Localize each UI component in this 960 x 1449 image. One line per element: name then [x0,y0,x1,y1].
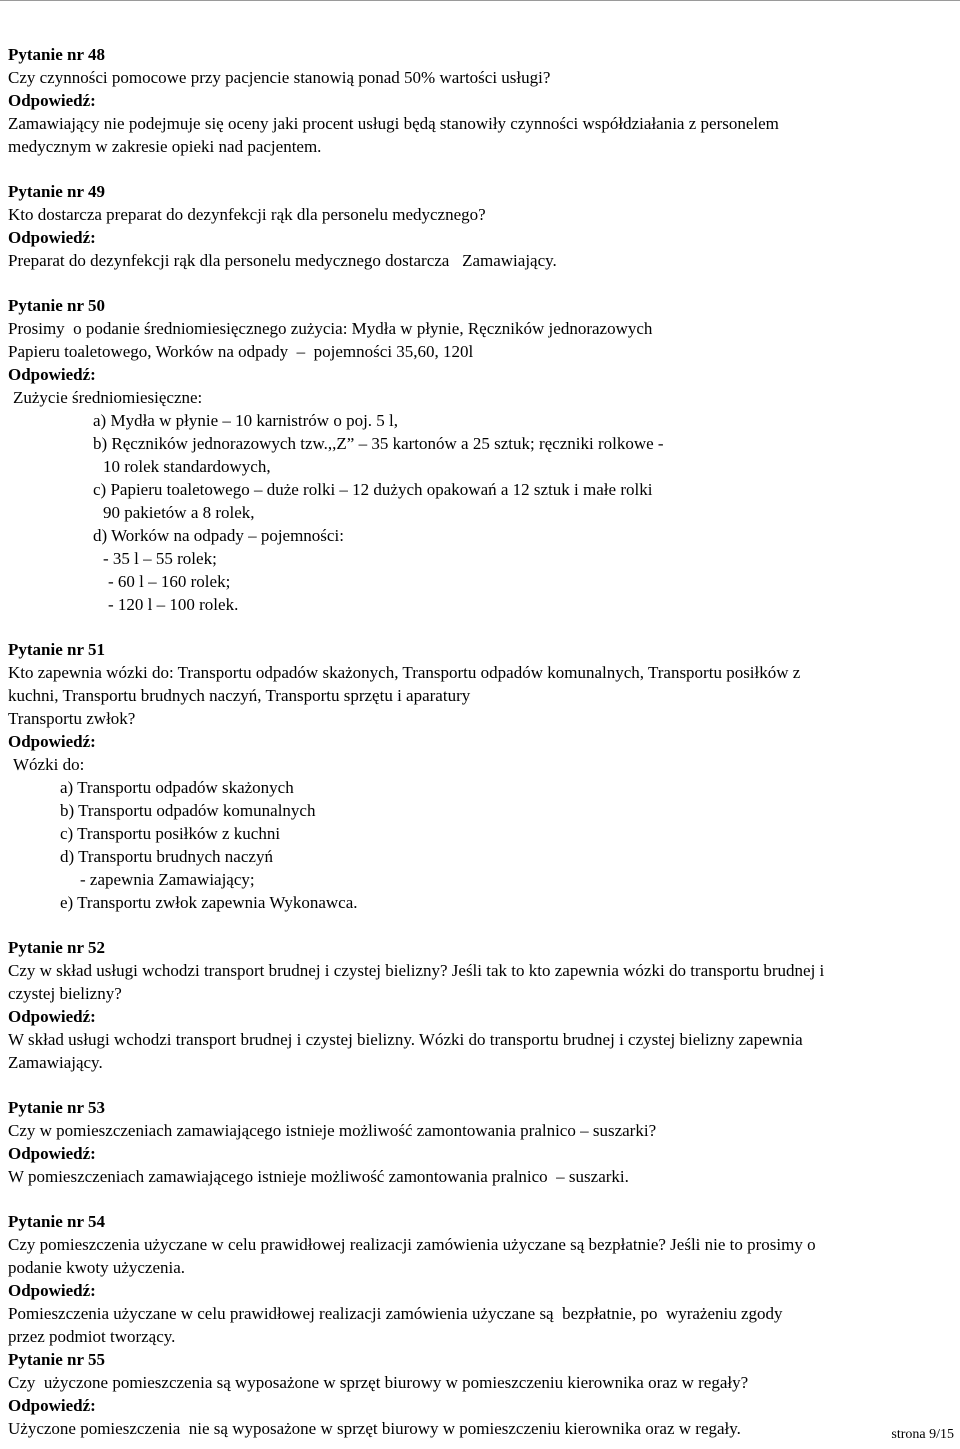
answer-text: Zamawiający nie podejmuje się oceny jaki procent usługi będą stanowiły czynności współdziałania z personelem [8,114,779,133]
list-item: a) Mydła w płynie – 10 karnistrów o poj. 5 l, [93,411,399,430]
list-subitem: - 60 l – 160 rolek; [108,572,231,591]
question-50 [8,294,953,616]
question-text: Prosimy o podanie średniomiesięcznego zużycia: Mydła w płynie, Ręczników jednorazowych [8,319,653,338]
question-49 [8,180,953,272]
answer-text: W pomieszczeniach zamawiającego istnieje możliwość zamontowania pralnico – suszarki. [8,1167,629,1186]
answer-label: Odpowiedź: [8,1281,96,1300]
list-subitem: - 35 l – 55 rolek; [103,549,217,568]
answer-text: W skład usługi wchodzi transport brudnej i czystej bielizny. Wózki do transportu brudnej i czystej bielizny zapewnia [8,1030,803,1049]
answer-label: Odpowiedź: [8,1007,96,1026]
answer-label: Odpowiedź: [8,228,96,247]
answer-intro: Zużycie średniomiesięczne: [13,388,203,407]
document-page [8,43,953,1440]
question-title: Pytanie nr 53 [8,1098,105,1117]
question-55 [8,1348,953,1440]
question-title: Pytanie nr 51 [8,640,105,659]
answer-text: przez podmiot tworzący. [8,1327,176,1346]
question-text: Papieru toaletowego, Worków na odpady – pojemności 35,60, 120l [8,342,474,361]
list-subitem: - 120 l – 100 rolek. [108,595,239,614]
answer-text: Zamawiający. [8,1053,103,1072]
question-title: Pytanie nr 55 [8,1350,105,1369]
answer-text: Pomieszczenia użyczane w celu prawidłowej realizacji zamówienia użyczane są bezpłatnie, po wyrażeniu zgody [8,1304,783,1323]
list-item-continuation: 10 rolek standardowych, [103,457,271,476]
list-item-continuation: 90 pakietów a 8 rolek, [103,503,255,522]
list-item: e) Transportu zwłok zapewnia Wykonawca. [60,893,358,912]
question-title: Pytanie nr 49 [8,182,105,201]
top-border-line [0,0,960,1]
question-52 [8,936,953,1074]
question-text: Transportu zwłok? [8,709,136,728]
answer-label: Odpowiedź: [8,365,96,384]
question-text: Czy użyczone pomieszczenia są wyposażone w sprzęt biurowy w pomieszczeniu kierownika oraz w regały? [8,1373,749,1392]
question-text: Czy w pomieszczeniach zamawiającego istnieje możliwość zamontowania pralnico – suszarki? [8,1121,657,1140]
list-item: c) Papieru toaletowego – duże rolki – 12 dużych opakowań a 12 sztuk i małe rolki [93,480,653,499]
answer-label: Odpowiedź: [8,1144,96,1163]
question-title: Pytanie nr 54 [8,1212,105,1231]
list-item: d) Worków na odpady – pojemności: [93,526,344,545]
question-text: kuchni, Transportu brudnych naczyń, Transportu sprzętu i aparatury [8,686,471,705]
question-text: Kto zapewnia wózki do: Transportu odpadów skażonych, Transportu odpadów komunalnych, Transportu posiłków z [8,663,801,682]
list-item: b) Ręczników jednorazowych tzw.,,Z” – 35 kartonów a 25 sztuk; ręczniki rolkowe - [93,434,664,453]
page-number: strona 9/15 [891,1427,954,1442]
question-text: Czy czynności pomocowe przy pacjencie stanowią ponad 50% wartości usługi? [8,68,551,87]
question-title: Pytanie nr 50 [8,296,105,315]
list-item: a) Transportu odpadów skażonych [60,778,294,797]
question-text: Czy pomieszczenia użyczane w celu prawidłowej realizacji zamówienia użyczane są bezpłatnie? Jeśli nie to prosimy o [8,1235,816,1254]
question-title: Pytanie nr 48 [8,45,105,64]
list-item: b) Transportu odpadów komunalnych [60,801,316,820]
question-text: Czy w skład usługi wchodzi transport brudnej i czystej bielizny? Jeśli tak to kto zapewnia wózki do transportu brudnej i [8,961,825,980]
answer-text: Użyczone pomieszczenia nie są wyposażone w sprzęt biurowy w pomieszczeniu kierownika oraz w regały. [8,1419,741,1438]
answer-label: Odpowiedź: [8,91,96,110]
question-title: Pytanie nr 52 [8,938,105,957]
question-53 [8,1096,953,1188]
question-text: czystej bielizny? [8,984,122,1003]
answer-text: medycznym w zakresie opieki nad pacjentem. [8,137,322,156]
list-item-continuation: - zapewnia Zamawiający; [80,870,255,889]
answer-label: Odpowiedź: [8,1396,96,1415]
question-54 [8,1210,953,1348]
answer-intro: Wózki do: [13,755,85,774]
answer-text: Preparat do dezynfekcji rąk dla personelu medycznego dostarcza Zamawiający. [8,251,557,270]
question-48 [8,43,953,158]
question-text: Kto dostarcza preparat do dezynfekcji rąk dla personelu medycznego? [8,205,486,224]
question-51 [8,638,953,914]
question-text: podanie kwoty użyczenia. [8,1258,186,1277]
answer-label: Odpowiedź: [8,732,96,751]
list-item: c) Transportu posiłków z kuchni [60,824,281,843]
list-item: d) Transportu brudnych naczyń [60,847,273,866]
